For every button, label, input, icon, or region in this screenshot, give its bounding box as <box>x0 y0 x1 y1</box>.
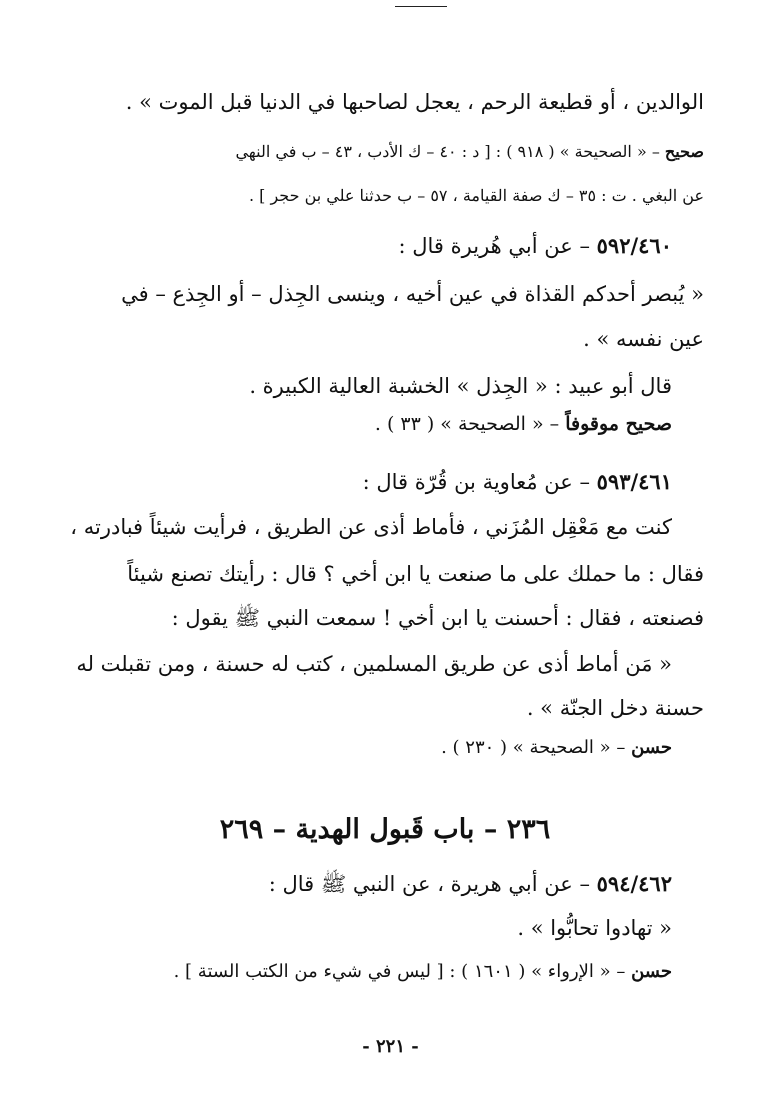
hadith-460-text-cont: عين نفسه » . <box>583 327 704 351</box>
hadith-462-heading <box>269 870 672 898</box>
hadith-461-text-5: حسنة دخل الجنّة » . <box>526 696 704 720</box>
hadith-462-text: « تهادوا تحابُّوا » . <box>517 916 672 940</box>
reference-text: – « الإرواء » ( ١٦٠١ ) : [ ليس في شيء من الكتب الستة ] . <box>173 961 632 982</box>
hadith-461-heading <box>363 468 672 496</box>
hadith-number: ٥٩٤/٤٦٢ <box>596 871 672 896</box>
hadith-intro: – عن أبي هريرة ، عن النبي ﷺ قال : <box>268 872 597 896</box>
hadith-461-text-4: « مَن أماط أذى عن طريق المسلمين ، كتب له حسنة ، ومن تقبلت له <box>76 652 672 676</box>
hadith-460-reference <box>375 410 672 438</box>
hadith-462-reference <box>174 960 672 984</box>
page-number: - ٢٢١ - <box>362 1036 419 1057</box>
top-rule <box>395 6 447 7</box>
grade-label: حسن <box>631 961 672 982</box>
hadith-461-text-1: كنت مع مَعْقِل المُزَني ، فأماط أذى عن الطريق ، فرأيت شيئاً فبادرته ، <box>70 515 672 539</box>
hadith-459-reference-cont: عن البغي . ت : ٣٥ – ك صفة القيامة ، ٥٧ – ب حدثنا علي بن حجر ] . <box>248 186 704 205</box>
hadith-461-text-2: فقال : ما حملك على ما صنعت يا ابن أخي ؟ قال : رأيتك تصنع شيئاً <box>127 562 704 586</box>
grade-label: صحيح موقوفاً <box>565 413 672 435</box>
reference-text: – « الصحيحة » ( ٣٣ ) . <box>374 413 566 435</box>
hadith-461-text-3: فصنعته ، فقال : أحسنت يا ابن أخي ! سمعت النبي ﷺ يقول : <box>171 606 704 630</box>
chapter-heading: ٢٣٦ – باب قَبول الهدية – ٢٦٩ <box>219 814 551 845</box>
hadith-460-heading <box>399 232 672 260</box>
grade-label: حسن <box>631 737 672 758</box>
hadith-number: ٥٩٢/٤٦٠ <box>596 233 672 258</box>
reference-text: – « الصحيحة » ( ٢٣٠ ) . <box>441 737 632 758</box>
grade-label: صحيح <box>664 142 704 161</box>
hadith-intro: – عن مُعاوية بن قُرّة قال : <box>362 470 597 494</box>
hadith-459-end-line: الوالدين ، أو قطيعة الرحم ، يعجل لصاحبها في الدنيا قبل الموت » . <box>125 90 704 114</box>
hadith-intro: – عن أبي هُريرة قال : <box>398 234 597 258</box>
hadith-460-note: قال أبو عبيد : « الجِذل » الخشبة العالية الكبيرة . <box>249 374 672 398</box>
hadith-459-reference <box>235 140 704 164</box>
hadith-number: ٥٩٣/٤٦١ <box>596 469 672 494</box>
hadith-460-text: « يُبصر أحدكم القذاة في عين أخيه ، وينسى الجِذل – أو الجِذع – في <box>121 282 704 306</box>
reference-text: – « الصحيحة » ( ٩١٨ ) : [ د : ٤٠ – ك الأدب ، ٤٣ – ب في النهي <box>235 142 665 161</box>
hadith-461-reference <box>441 736 672 760</box>
